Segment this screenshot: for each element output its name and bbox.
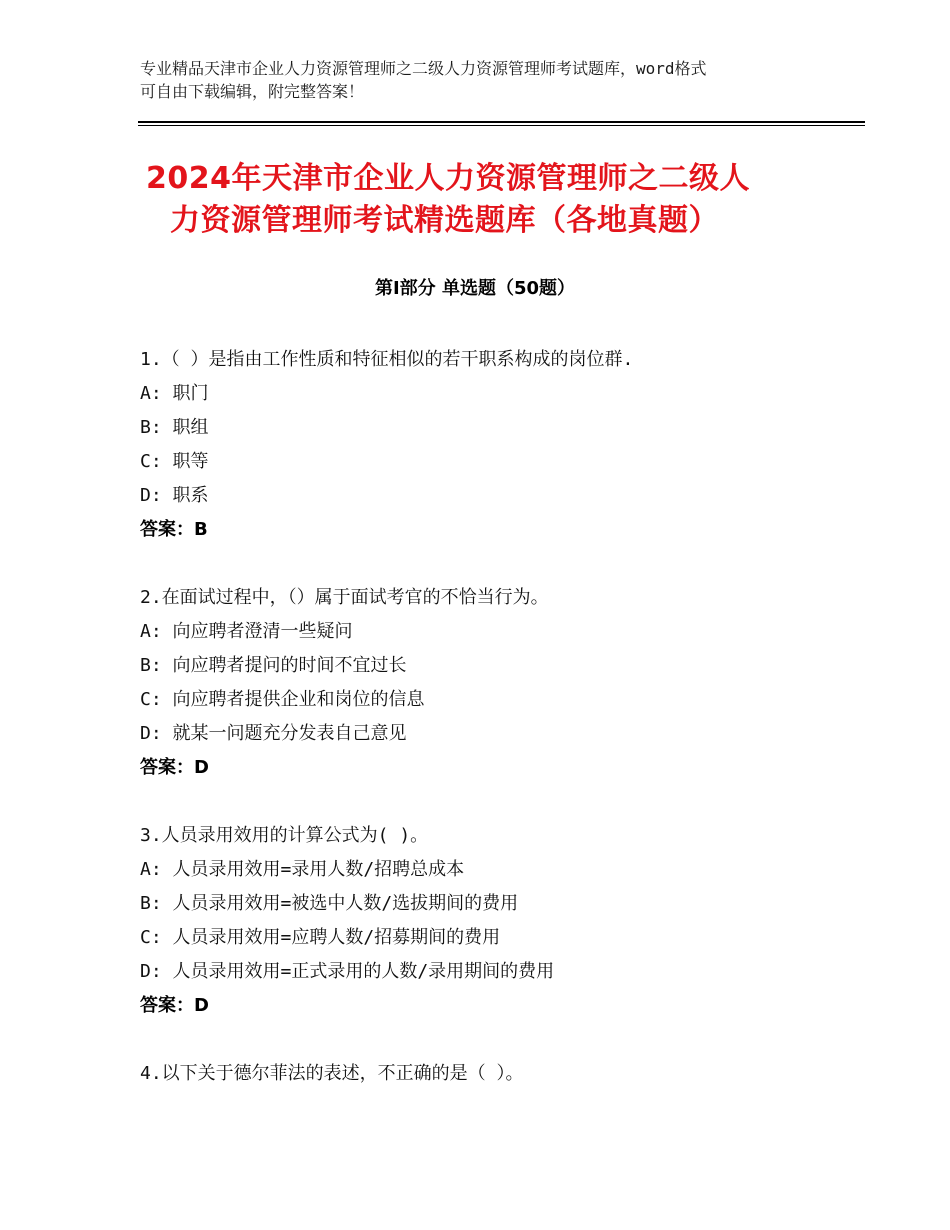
section-heading: 第Ⅰ部分 单选题（50题） [374, 278, 575, 299]
question-2 [140, 581, 860, 785]
option-d: D: 就某一问题充分发表自己意见 [140, 723, 407, 744]
option-a: A: 向应聘者澄清一些疑问 [140, 621, 353, 642]
header-note [140, 57, 820, 103]
option-b: B: 人员录用效用=被选中人数/选拔期间的费用 [140, 893, 519, 914]
option-d: D: 职系 [140, 485, 209, 506]
question-stem: 2.在面试过程中，（）属于面试考官的不恰当行为。 [140, 587, 549, 608]
header-divider-thick [138, 121, 865, 123]
header-divider-thin [138, 125, 865, 126]
question-1 [140, 343, 860, 547]
question-stem: 3.人员录用效用的计算公式为( )。 [140, 825, 429, 846]
option-b: B: 向应聘者提问的时间不宜过长 [140, 655, 407, 676]
header-note-line-2: 可自由下载编辑，附完整答案！ [140, 82, 365, 101]
header-note-line-1: 专业精品天津市企业人力资源管理师之二级人力资源管理师考试题库，word格式 [140, 59, 707, 78]
document-title [146, 158, 826, 242]
answer-line: 答案：D [140, 995, 209, 1016]
question-stem: 1.（ ）是指由工作性质和特征相似的若干职系构成的岗位群. [140, 349, 634, 370]
document-title-line-1: 2024年天津市企业人力资源管理师之二级人 [146, 161, 750, 196]
answer-line: 答案：D [140, 757, 209, 778]
option-d: D: 人员录用效用=正式录用的人数/录用期间的费用 [140, 961, 555, 982]
question-stem: 4.以下关于德尔菲法的表述，不正确的是（ ）。 [140, 1063, 524, 1084]
document-title-line-2: 力资源管理师考试精选题库（各地真题） [170, 203, 719, 238]
option-c: C: 向应聘者提供企业和岗位的信息 [140, 689, 425, 710]
option-c: C: 职等 [140, 451, 209, 472]
option-a: A: 职门 [140, 383, 209, 404]
question-3 [140, 819, 860, 1023]
answer-line: 答案：B [140, 519, 208, 540]
question-4 [140, 1057, 860, 1091]
option-a: A: 人员录用效用=录用人数/招聘总成本 [140, 859, 465, 880]
option-c: C: 人员录用效用=应聘人数/招募期间的费用 [140, 927, 501, 948]
question-list [140, 343, 860, 1125]
option-b: B: 职组 [140, 417, 209, 438]
